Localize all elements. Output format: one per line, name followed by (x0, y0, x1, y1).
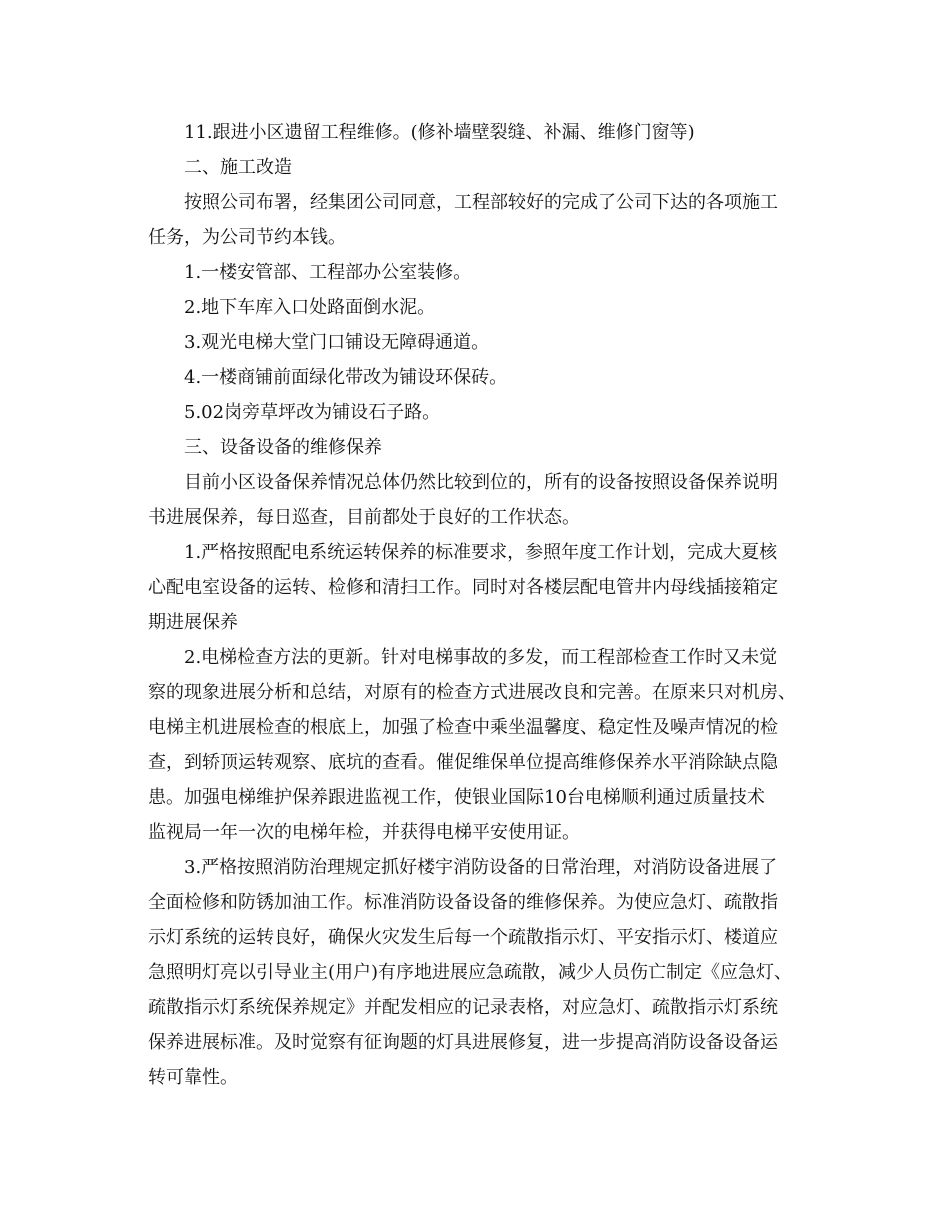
list-item: 2.电梯检查方法的更新。针对电梯事故的多发，而工程部检查工作时又未觉 (184, 647, 778, 668)
list-item: 4.一楼商铺前面绿化带改为铺设环保砖。 (184, 367, 508, 388)
list-item: 5.02岗旁草坪改为铺设石子路。 (184, 402, 441, 423)
document-body (148, 115, 808, 1095)
list-item: 3.严格按照消防治理规定抓好楼宇消防设备的日常治理，对消防设备进展了 (184, 857, 778, 878)
text-line: 疏散指示灯系统保养规定》并配发相应的记录表格，对应急灯、疏散指示灯系统 (148, 997, 778, 1018)
text-line: 11.跟进小区遗留工程维修。(修补墙壁裂缝、补漏、维修门窗等) (184, 122, 695, 143)
text-line: 目前小区设备保养情况总体仍然比较到位的，所有的设备按照设备保养说明 (184, 472, 778, 493)
text-line: 任务，为公司节约本钱。 (148, 227, 346, 248)
list-item: 1.严格按照配电系统运转保养的标准要求，参照年度工作计划，完成大夏核 (184, 542, 778, 563)
list-item: 3.观光电梯大堂门口铺设无障碍通道。 (184, 332, 490, 353)
text-line: 转可靠性。 (148, 1067, 238, 1088)
text-line: 察的现象进展分析和总结，对原有的检查方式进展改良和完善。在原来只对机房、 (148, 682, 796, 703)
text-line: 电梯主机进展检查的根底上，加强了检查中乘坐温馨度、稳定性及噪声情况的检 (148, 717, 778, 738)
list-item: 2.地下车库入口处路面倒水泥。 (184, 297, 436, 318)
list-item: 1.一楼安管部、工程部办公室装修。 (184, 262, 472, 283)
text-line: 期进展保养 (148, 612, 238, 633)
text-line: 书进展保养，每日巡查，目前都处于良好的工作状态。 (148, 507, 580, 528)
section-heading: 二、施工改造 (184, 157, 292, 178)
text-line: 心配电室设备的运转、检修和清扫工作。同时对各楼层配电管井内母线插接箱定 (148, 577, 778, 598)
text-line: 查，到轿顶运转观察、底坑的查看。催促维保单位提高维修保养水平消除缺点隐 (148, 752, 778, 773)
text-line: 按照公司布署，经集团公司同意，工程部较好的完成了公司下达的各项施工 (184, 192, 778, 213)
section-heading: 三、设备设备的维修保养 (184, 437, 382, 458)
text-line: 急照明灯亮以引导业主(用户)有序地进展应急疏散，减少人员伤亡制定《应急灯、 (148, 962, 793, 983)
text-line: 监视局一年一次的电梯年检，并获得电梯平安使用证。 (148, 822, 580, 843)
text-line: 保养进展标准。及时觉察有征询题的灯具进展修复，进一步提高消防设备设备运 (148, 1032, 778, 1053)
text-line: 示灯系统的运转良好，确保火灾发生后每一个疏散指示灯、平安指示灯、楼道应 (148, 927, 778, 948)
text-line: 患。加强电梯维护保养跟进监视工作，使银业国际10台电梯顺利通过质量技术 (148, 787, 765, 808)
text-line: 全面检修和防锈加油工作。标准消防设备设备的维修保养。为使应急灯、疏散指 (148, 892, 778, 913)
